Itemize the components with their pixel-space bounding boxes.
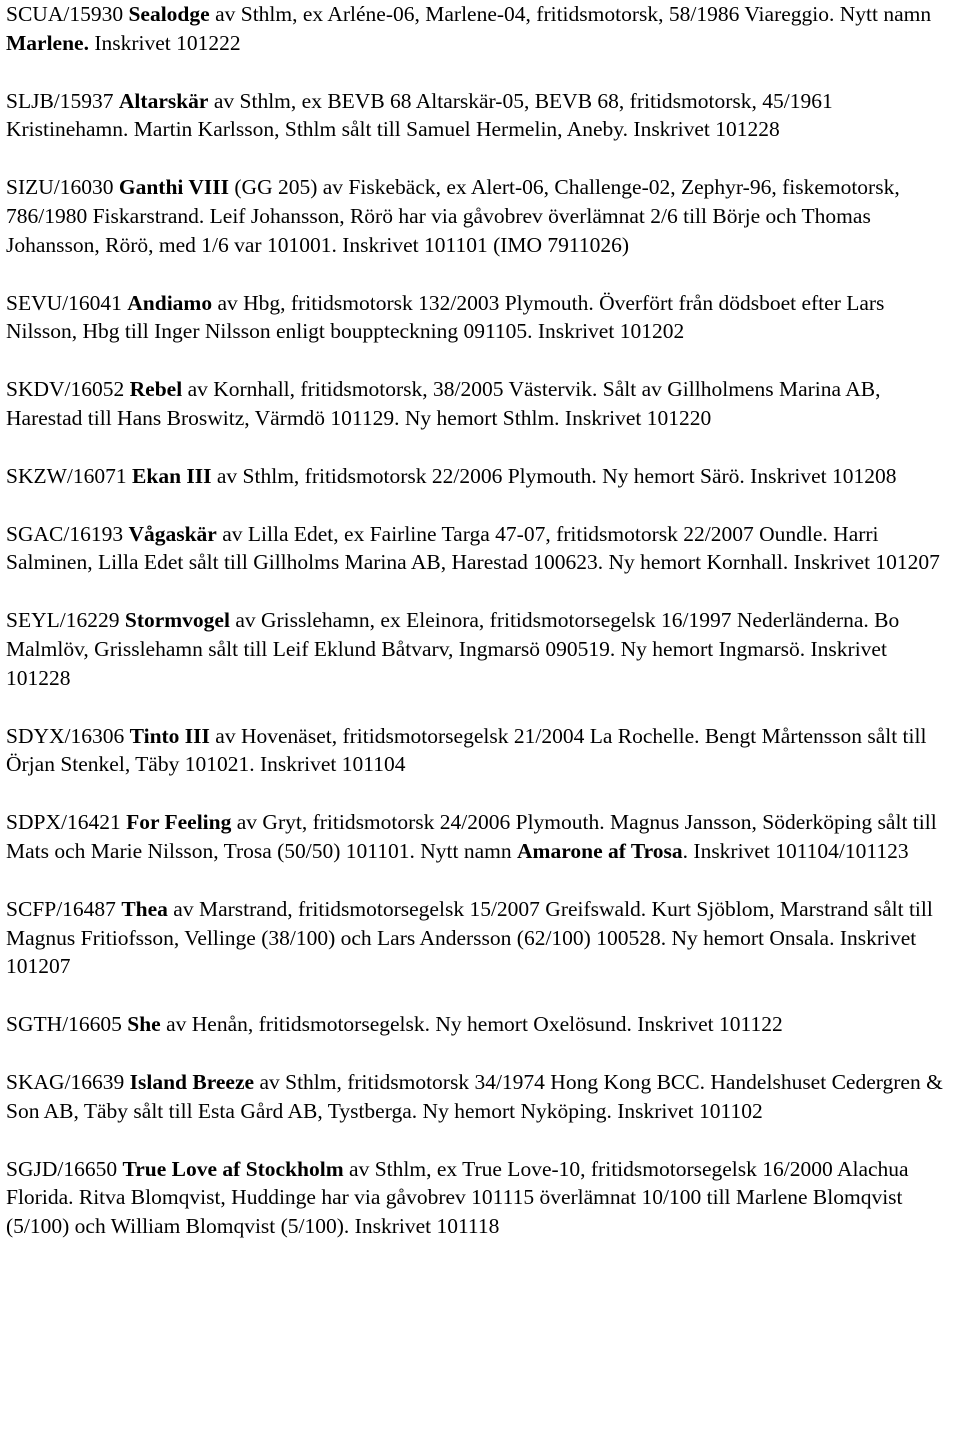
- entry-text: av Henån, fritidsmotorsegelsk. Ny hemort Oxelösund. Inskrivet 101122: [160, 1012, 783, 1037]
- vessel-name: Thea: [121, 896, 168, 921]
- entry-text: av Sthlm, ex True Love-10, fritidsmotorsegelsk 16/2000 Alachua Florida. Ritva Blomqvist, Huddinge har via gåvobrev 101115 överlämnat 10/100 till Marlene Blomqvist (5/100) och William Blomqvist (5/100). Inskrivet 101118: [6, 1156, 909, 1239]
- entry-text: av Sthlm, fritidsmotorsk 22/2006 Plymouth. Ny hemort Särö. Inskrivet 101208: [211, 463, 897, 488]
- vessel-name: Rebel: [129, 377, 183, 402]
- vessel-name: Stormvogel: [124, 608, 230, 633]
- register-entry: [6, 895, 956, 981]
- entry-text: SGTH/16605: [6, 1012, 128, 1037]
- register-entry: [6, 375, 956, 433]
- vessel-name: Ekan III: [132, 463, 212, 488]
- register-entry: [6, 1068, 956, 1126]
- vessel-name: Marlene.: [6, 30, 89, 55]
- register-entry: [6, 1010, 956, 1039]
- vessel-name: Vågaskär: [128, 521, 217, 546]
- entry-text: av Grisslehamn, ex Eleinora, fritidsmotorsegelsk 16/1997 Nederländerna. Bo Malmlöv, Grisslehamn sålt till Leif Eklund Båtvarv, Ingmarsö 090519. Ny hemort Ingmarsö. Inskrivet 101228: [6, 608, 900, 690]
- entry-text: SEVU/16041: [6, 290, 128, 315]
- entry-text: SDYX/16306: [6, 723, 130, 748]
- register-entry: [6, 808, 956, 866]
- entry-text: SIZU/16030: [6, 175, 119, 200]
- vessel-name: Island Breeze: [129, 1069, 255, 1094]
- register-entry: [6, 722, 956, 780]
- entry-text: Inskrivet 101222: [88, 30, 241, 55]
- register-entry: [6, 606, 956, 692]
- vessel-name: Tinto III: [129, 723, 210, 748]
- vessel-name: Altarskär: [118, 88, 209, 113]
- entry-text: av Sthlm, ex Arléne-06, Marlene-04, fritidsmotorsk, 58/1986 Viareggio. Nytt namn: [209, 2, 932, 26]
- register-entry: [6, 87, 956, 145]
- entry-text: (GG 205) av Fiskebäck, ex Alert-06, Challenge-02, Zephyr-96, fiskemotorsk, 786/1980 Fiskarstrand. Leif Johansson, Rörö har via gåvobrev överlämnat 2/6 till Börje och Thomas Johansson, Rörö, med 1/6 var 101001. Inskrivet 101101 (IMO 7911026): [6, 175, 900, 257]
- entry-text: av Sthlm, fritidsmotorsk 34/1974 Hong Kong BCC. Handelshuset Cedergren & Son AB, Täby sålt till Esta Gård AB, Tystberga. Ny hemort Nyköping. Inskrivet 101102: [6, 1069, 943, 1123]
- entry-text: . Inskrivet 101104/101123: [682, 838, 909, 863]
- entry-text: av Kornhall, fritidsmotorsk, 38/2005 Västervik. Sålt av Gillholmens Marina AB, Harestad till Hans Broswitz, Värmdö 101129. Ny hemort Sthlm. Inskrivet 101220: [6, 377, 881, 430]
- entry-text: av Lilla Edet, ex Fairline Targa 47-07, fritidsmotorsk 22/2007 Oundle. Harri Salminen, Lilla Edet sålt till Gillholms Marina AB, Harestad 100623. Ny hemort Kornhall. Inskrivet 101207: [6, 521, 940, 575]
- entry-text: SKZW/16071: [6, 463, 133, 488]
- entry-text: av Sthlm, ex BEVB 68 Altarskär-05, BEVB 68, fritidsmotorsk, 45/1961 Kristinehamn. Martin Karlsson, Sthlm sålt till Samuel Hermelin, Aneby. Inskrivet 101228: [6, 88, 833, 142]
- entry-text: av Gryt, fritidsmotorsk 24/2006 Plymouth. Magnus Jansson, Söderköping sålt till Mats och Marie Nilsson, Trosa (50/50) 101101. Nytt namn: [6, 810, 937, 863]
- vessel-name: Andiamo: [127, 290, 213, 315]
- vessel-name: She: [127, 1012, 161, 1037]
- entry-text: SLJB/15937: [6, 88, 119, 113]
- vessel-name: Ganthi VIII: [118, 175, 230, 200]
- entry-text: SGAC/16193: [6, 521, 129, 546]
- entry-text: av Hovenäset, fritidsmotorsegelsk 21/2004 La Rochelle. Bengt Mårtensson sålt till Örjan Stenkel, Täby 101021. Inskrivet 101104: [6, 723, 927, 777]
- entry-text: av Hbg, fritidsmotorsk 132/2003 Plymouth. Överfört från dödsboet efter Lars Nilsson, Hbg till Inger Nilsson enligt bouppteckning 091105. Inskrivet 101202: [6, 290, 885, 344]
- entry-text: SCFP/16487: [6, 896, 122, 921]
- entry-text: SDPX/16421: [6, 810, 127, 835]
- register-entry: [6, 0, 956, 58]
- register-entry: [6, 462, 956, 491]
- entry-text: av Marstrand, fritidsmotorsegelsk 15/2007 Greifswald. Kurt Sjöblom, Marstrand sålt till Magnus Fritiofsson, Vellinge (38/100) och Lars Andersson (62/100) 100528. Ny hemort Onsala. Inskrivet 101207: [6, 896, 933, 979]
- vessel-name: Sealodge: [128, 2, 210, 26]
- vessel-name: True Love af Stockholm: [122, 1156, 344, 1181]
- register-entry: [6, 1155, 956, 1241]
- entry-text: SKAG/16639: [6, 1069, 130, 1094]
- register-entry: [6, 289, 956, 347]
- register-entry: [6, 173, 956, 259]
- document-page: [6, 0, 956, 1270]
- entry-text: SKDV/16052: [6, 377, 130, 402]
- entry-text: SCUA/15930: [6, 2, 129, 26]
- entry-text: SEYL/16229: [6, 608, 125, 633]
- vessel-name: Amarone af Trosa: [517, 838, 683, 863]
- entry-text: SGJD/16650: [6, 1156, 123, 1181]
- vessel-name: For Feeling: [126, 810, 232, 835]
- register-entry: [6, 520, 956, 578]
